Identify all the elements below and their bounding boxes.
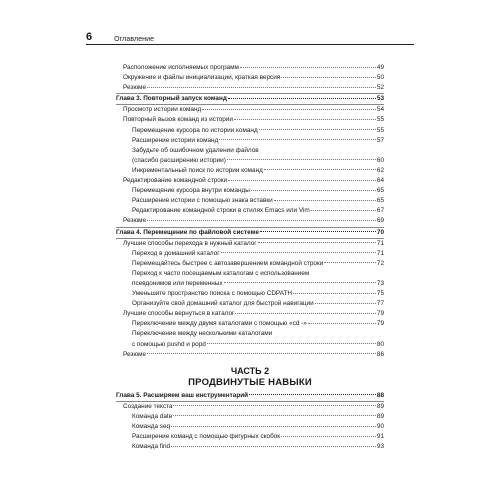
- toc-entry-title: Переключение между двумя каталогами с помощью «cd -»: [132, 320, 307, 328]
- toc-entry-title: Лучшие способы перехода в нужный каталог: [123, 239, 257, 247]
- toc-entry-page: 73: [376, 279, 384, 287]
- toc-entry-title: Перемещение курсора по истории команд: [132, 126, 258, 134]
- dot-leader: [171, 446, 376, 447]
- toc-entry-page: 64: [376, 177, 384, 185]
- toc-entry-page: 89: [376, 402, 384, 410]
- toc-entry-page: 75: [376, 290, 384, 298]
- toc-entry[interactable]: [116, 176, 384, 186]
- toc-entry-title: Редактирование командной строки в стилях Emacs или Vim: [132, 207, 310, 215]
- toc-entry-title: Перемещайтесь быстрее с автозавершением командной строки: [132, 259, 324, 267]
- toc-chapter-3[interactable]: [116, 93, 384, 104]
- table-of-contents: [116, 63, 384, 452]
- toc-entry-page: 54: [376, 106, 384, 114]
- toc-entry-title: Перемещение курсора внутри команды: [132, 187, 250, 195]
- toc-entry-page: 79: [376, 310, 384, 318]
- chapter-page: 70: [376, 228, 384, 236]
- dot-leader: [234, 119, 376, 120]
- dot-leader: [260, 231, 376, 232]
- toc-subentry[interactable]: [116, 289, 384, 299]
- toc-entry-page: 62: [376, 166, 384, 174]
- dot-leader: [324, 262, 376, 263]
- toc-subentry[interactable]: [116, 136, 384, 146]
- toc-entry-page: 49: [376, 64, 384, 71]
- toc-entry-title: Расположение исполняемых программ: [123, 64, 239, 71]
- toc-entry-page: 90: [376, 423, 384, 430]
- chapter-title: Глава 4. Перемещение по файловой системе: [116, 228, 259, 236]
- toc-entry-page: 79: [376, 320, 384, 328]
- toc-entry-page: 72: [376, 259, 384, 267]
- toc-subentry-line[interactable]: Забудьте об ошибочном удалении файлов: [132, 146, 259, 154]
- part-title: ПРОДВИНУТЫЕ НАВЫКИ: [188, 376, 312, 388]
- part-label: ЧАСТЬ 2: [230, 365, 270, 376]
- running-header: [86, 29, 414, 43]
- chapter-page: 88: [376, 391, 384, 399]
- toc-chapter-4[interactable]: [116, 227, 384, 238]
- dot-leader: [315, 303, 376, 304]
- toc-entry-page: 60: [376, 156, 384, 164]
- toc-entry-title: Окружение и файлы инициализации, краткая версия: [123, 74, 281, 82]
- dot-leader: [235, 313, 376, 314]
- toc-entry-page: 55: [376, 116, 384, 124]
- toc-entry-title: Команда seq: [132, 423, 171, 430]
- toc-entry-title: Инкрементальный поиск по истории команд: [132, 166, 263, 174]
- toc-entry[interactable]: [116, 73, 384, 83]
- toc-entry[interactable]: [116, 309, 384, 319]
- toc-entry-title: Резюме: [123, 217, 146, 225]
- toc-entry-title: псевдонимов или переменных: [132, 279, 223, 287]
- toc-subentry[interactable]: [116, 422, 384, 432]
- toc-entry-title: Просмотр истории команд: [123, 106, 202, 114]
- toc-subentry[interactable]: [116, 166, 384, 176]
- dot-leader: [207, 343, 376, 344]
- running-title: Оглавление: [114, 36, 155, 43]
- toc-entry-title: Переход в домашний каталог: [132, 249, 220, 257]
- toc-entry-page: 71: [376, 239, 384, 247]
- toc-entry-page: 89: [376, 412, 384, 420]
- dot-leader: [221, 252, 376, 253]
- toc-entry-page: 71: [376, 249, 384, 257]
- dot-leader: [264, 169, 376, 170]
- toc-entry-page: 65: [376, 197, 384, 205]
- toc-entry-title: Расширение команд с помощью фигурных скобок: [132, 433, 281, 441]
- dot-leader: [251, 190, 376, 191]
- dot-leader: [147, 220, 376, 221]
- toc-entry-page: 52: [376, 84, 384, 92]
- toc-chapter-5[interactable]: [116, 391, 384, 401]
- toc-entry-title: Лучшие способы вернуться в каталог: [123, 310, 235, 318]
- toc-entry-page: 93: [376, 443, 384, 451]
- toc-entry-title: Расширение истории с помощью знака вставки: [132, 197, 273, 205]
- toc-entry-page: 77: [376, 300, 384, 308]
- dot-leader: [147, 87, 376, 88]
- toc-entry-page: 67: [376, 207, 384, 215]
- toc-entry[interactable]: [116, 238, 384, 249]
- toc-entry-page: 57: [376, 136, 384, 144]
- toc-entry-page: 80: [376, 340, 384, 348]
- dot-leader: [219, 139, 376, 140]
- toc-subentry-line[interactable]: Переход к часто посещаемым каталогам с использованием: [132, 269, 310, 277]
- chapter-title: Глава 5. Расширяем ваш инструментарий: [116, 391, 249, 399]
- toc-subentry[interactable]: [116, 340, 384, 350]
- toc-entry-page: 65: [376, 187, 384, 195]
- toc-subentry[interactable]: [116, 299, 384, 309]
- toc-entry-title: Организуйте свой домашний каталог для быстрой навигации: [132, 300, 314, 308]
- dot-leader: [311, 210, 376, 211]
- toc-subentry[interactable]: [116, 259, 384, 269]
- toc-entry-title: Команда date: [132, 412, 173, 420]
- toc-entry-page: 91: [376, 433, 384, 441]
- toc-subentry[interactable]: [116, 206, 384, 216]
- toc-subentry[interactable]: [116, 156, 384, 166]
- dot-leader: [173, 405, 375, 406]
- toc-subentry[interactable]: [116, 432, 384, 442]
- toc-entry-title: Резюме: [123, 350, 146, 358]
- dot-leader: [202, 109, 376, 110]
- toc-subentry[interactable]: [116, 412, 384, 422]
- dot-leader: [228, 98, 376, 99]
- chapter-title: Глава 3. Повторный запуск команд: [116, 95, 227, 103]
- toc-entry[interactable]: [116, 104, 384, 115]
- toc-entry-title: Создание текста: [123, 402, 173, 410]
- toc-subentry[interactable]: [116, 126, 384, 136]
- dot-leader: [240, 67, 376, 68]
- toc-entry-page: 50: [376, 74, 384, 82]
- toc-entry[interactable]: [116, 63, 384, 73]
- dot-leader: [171, 426, 376, 427]
- toc-entry[interactable]: [116, 401, 384, 412]
- toc-subentry-line[interactable]: Переключение между несколькими каталогами: [132, 330, 273, 338]
- toc-subentry[interactable]: [116, 196, 384, 206]
- toc-subentry[interactable]: [116, 186, 384, 196]
- dot-leader: [258, 242, 376, 243]
- dot-leader: [281, 77, 376, 78]
- toc-entry[interactable]: [116, 83, 384, 93]
- dot-leader: [281, 436, 376, 437]
- toc-subentry[interactable]: [116, 249, 384, 259]
- toc-entry-title: (спасибо расширению истории): [132, 156, 226, 164]
- toc-entry-page: 55: [376, 126, 384, 134]
- dot-leader: [293, 293, 376, 294]
- toc-entry-title: Расширение истории команд: [132, 136, 219, 144]
- dot-leader: [224, 282, 376, 283]
- dot-leader: [173, 415, 376, 416]
- toc-entry-title: Резюме: [123, 84, 146, 92]
- dot-leader: [228, 180, 376, 181]
- toc-entry[interactable]: [116, 115, 384, 125]
- header-rule: [86, 44, 414, 45]
- toc-entry[interactable]: [116, 350, 384, 360]
- dot-leader: [274, 200, 376, 201]
- chapter-page: 53: [376, 95, 384, 103]
- toc-subentry[interactable]: [116, 319, 384, 329]
- toc-entry-title: Повторный вызов команд из истории: [123, 116, 233, 124]
- toc-subentry[interactable]: [116, 279, 384, 289]
- toc-entry-title: Редактирование командной строки: [123, 177, 228, 185]
- dot-leader: [259, 129, 376, 130]
- toc-entry-title: Уменьшите пространство поиска с помощью CDPATH: [132, 290, 293, 298]
- toc-entry-page: 86: [376, 350, 384, 358]
- page-number: 6: [86, 31, 93, 43]
- dot-leader: [147, 353, 376, 354]
- dot-leader: [249, 394, 376, 395]
- toc-subentry[interactable]: [116, 442, 384, 452]
- toc-entry-title: с помощью pushd и popd: [132, 340, 206, 348]
- dot-leader: [227, 159, 376, 160]
- dot-leader: [308, 323, 376, 324]
- toc-entry[interactable]: [116, 216, 384, 226]
- toc-entry-page: 69: [376, 217, 384, 225]
- toc-entry-title: Команда find: [132, 443, 171, 451]
- part-heading: [116, 366, 384, 389]
